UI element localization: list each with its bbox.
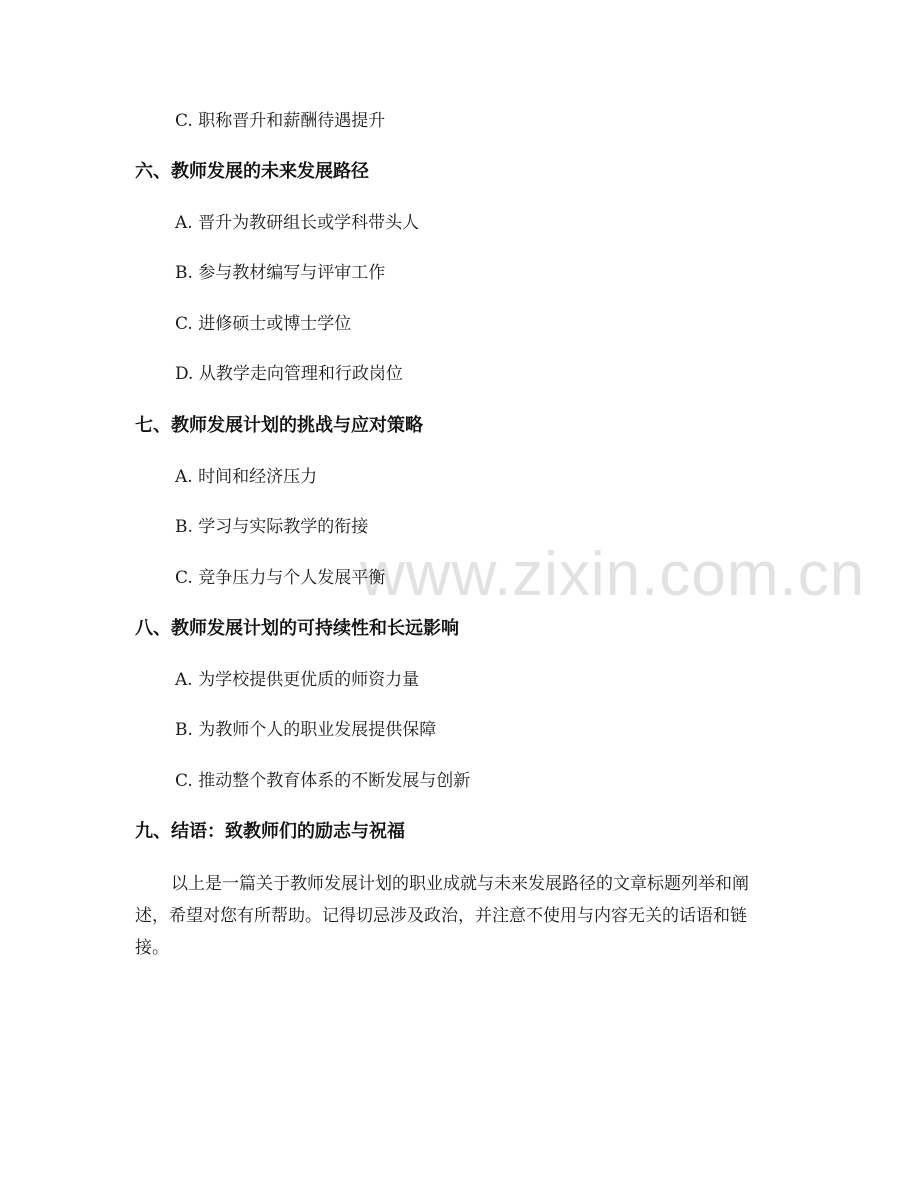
watermark: www.zixin.com.cn: [360, 540, 866, 609]
paragraph-line: 以上是一篇关于教师发展计划的职业成就与未来发展路径的文章标题列举和阐: [171, 874, 749, 894]
paragraph-line: 述，希望对您有所帮助。记得切忌涉及政治，并注意不使用与内容无关的话语和链: [135, 906, 747, 926]
list-item-6a: A. 晋升为教研组长或学科带头人: [175, 213, 420, 233]
list-item-8c: C. 推动整个教育体系的不断发展与创新: [175, 771, 471, 791]
list-item-7b: B. 学习与实际教学的衔接: [175, 517, 369, 537]
closing-paragraph: [135, 868, 785, 964]
list-item-8b: B. 为教师个人的职业发展提供保障: [175, 720, 437, 740]
list-item-5c: C. 职称晋升和薪酬待遇提升: [175, 111, 386, 131]
list-item-6b: B. 参与教材编写与评审工作: [175, 263, 386, 283]
list-item-8a: A. 为学校提供更优质的师资力量: [175, 670, 420, 690]
list-item-6d: D. 从教学走向管理和行政岗位: [175, 364, 403, 384]
list-item-7c: C. 竞争压力与个人发展平衡: [175, 568, 386, 588]
list-item-6c: C. 进修硕士或博士学位: [175, 314, 352, 334]
list-item-7a: A. 时间和经济压力: [175, 467, 318, 487]
section-6-heading: 六、教师发展的未来发展路径: [135, 161, 369, 182]
paragraph-line: 接。: [135, 938, 169, 958]
section-8-heading: 八、教师发展计划的可持续性和长远影响: [135, 618, 459, 639]
section-9-heading: 九、结语：致教师们的励志与祝福: [135, 821, 405, 842]
section-7-heading: 七、教师发展计划的挑战与应对策略: [135, 415, 423, 436]
